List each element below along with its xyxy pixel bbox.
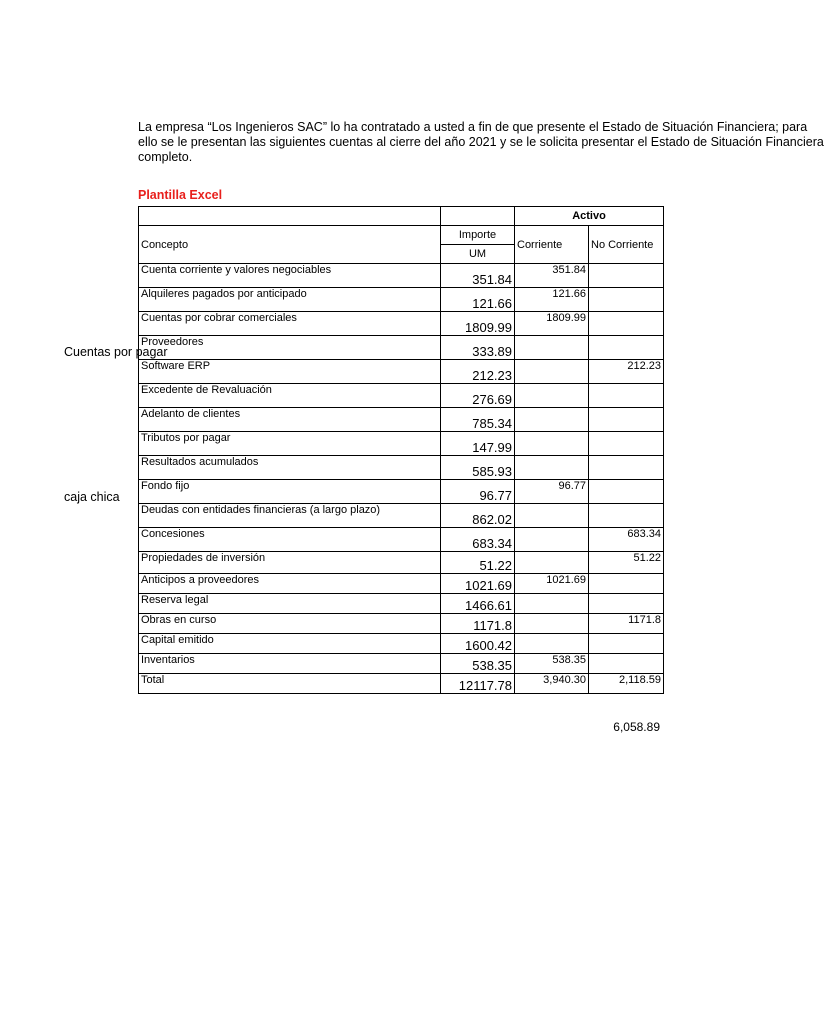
table-row [139, 312, 664, 336]
total-label: Total [139, 674, 441, 694]
row-no-corriente [589, 288, 664, 312]
table-row [139, 504, 664, 528]
row-concepto: Capital emitido [139, 634, 441, 654]
header-empty-cell [441, 207, 515, 226]
table-row [139, 574, 664, 594]
row-importe: 1021.69 [441, 574, 515, 594]
row-corriente [515, 634, 589, 654]
row-corriente [515, 336, 589, 360]
row-concepto: Fondo fijo [139, 480, 441, 504]
row-corriente: 1809.99 [515, 312, 589, 336]
row-importe: 121.66 [441, 288, 515, 312]
row-no-corriente [589, 312, 664, 336]
row-concepto: Obras en curso [139, 614, 441, 634]
row-importe: 276.69 [441, 384, 515, 408]
row-concepto: Tributos por pagar [139, 432, 441, 456]
row-no-corriente [589, 336, 664, 360]
intro-paragraph [138, 120, 824, 165]
row-concepto: Deudas con entidades financieras (a largo plazo) [139, 504, 441, 528]
row-corriente [515, 594, 589, 614]
row-corriente: 1021.69 [515, 574, 589, 594]
row-corriente: 351.84 [515, 264, 589, 288]
row-concepto: Proveedores [139, 336, 441, 360]
row-importe: 785.34 [441, 408, 515, 432]
table-row [139, 552, 664, 574]
row-importe: 96.77 [441, 480, 515, 504]
row-importe: 1466.61 [441, 594, 515, 614]
header-empty-cell [139, 207, 441, 226]
table-row [139, 654, 664, 674]
row-concepto: Alquileres pagados por anticipado [139, 288, 441, 312]
row-no-corriente [589, 264, 664, 288]
row-no-corriente [589, 384, 664, 408]
total-importe: 12117.78 [441, 674, 515, 694]
row-importe: 147.99 [441, 432, 515, 456]
row-corriente [515, 408, 589, 432]
header-um: UM [441, 245, 515, 264]
header-concepto: Concepto [139, 226, 441, 264]
row-no-corriente [589, 504, 664, 528]
table-row [139, 480, 664, 504]
row-importe: 351.84 [441, 264, 515, 288]
intro-line-2: ello se le presentan las siguientes cuentas al cierre del año 2021 y se le solicita presentar el Estado de Situación Financiera [138, 135, 824, 149]
row-importe: 538.35 [441, 654, 515, 674]
header-importe: Importe [441, 226, 515, 245]
row-no-corriente: 51.22 [589, 552, 664, 574]
total-corriente: 3,940.30 [515, 674, 589, 694]
row-concepto: Inventarios [139, 654, 441, 674]
table-row [139, 264, 664, 288]
row-no-corriente [589, 408, 664, 432]
row-importe: 683.34 [441, 528, 515, 552]
table-row [139, 614, 664, 634]
row-corriente: 538.35 [515, 654, 589, 674]
table-row [139, 456, 664, 480]
row-concepto: Reserva legal [139, 594, 441, 614]
row-importe: 1809.99 [441, 312, 515, 336]
intro-line-3: completo. [138, 150, 193, 164]
row-no-corriente: 1171.8 [589, 614, 664, 634]
row-importe: 585.93 [441, 456, 515, 480]
row-corriente [515, 384, 589, 408]
side-label-caja-chica: caja chica [64, 490, 120, 504]
table-row [139, 528, 664, 552]
header-no-corriente: No Corriente [589, 226, 664, 264]
total-no-corriente: 2,118.59 [589, 674, 664, 694]
row-importe: 51.22 [441, 552, 515, 574]
row-importe: 1600.42 [441, 634, 515, 654]
header-row-top [139, 207, 664, 226]
table-row [139, 360, 664, 384]
balance-table [138, 206, 664, 694]
row-corriente [515, 504, 589, 528]
row-corriente [515, 360, 589, 384]
row-no-corriente: 212.23 [589, 360, 664, 384]
header-corriente: Corriente [515, 226, 589, 264]
grand-total: 6,058.89 [613, 720, 660, 734]
intro-line-1: La empresa “Los Ingenieros SAC” lo ha contratado a usted a fin de que presente el Estado de Situación Financiera; para [138, 120, 808, 134]
table-row [139, 384, 664, 408]
row-no-corriente: 683.34 [589, 528, 664, 552]
row-corriente: 96.77 [515, 480, 589, 504]
row-concepto: Excedente de Revaluación [139, 384, 441, 408]
row-importe: 333.89 [441, 336, 515, 360]
table-row [139, 634, 664, 654]
table-row [139, 594, 664, 614]
sheet-title: Plantilla Excel [138, 188, 223, 202]
row-corriente [515, 528, 589, 552]
row-corriente [515, 552, 589, 574]
row-concepto: Concesiones [139, 528, 441, 552]
row-concepto: Resultados acumulados [139, 456, 441, 480]
row-no-corriente [589, 480, 664, 504]
row-corriente [515, 614, 589, 634]
row-concepto: Adelanto de clientes [139, 408, 441, 432]
row-concepto: Anticipos a proveedores [139, 574, 441, 594]
header-activo: Activo [515, 207, 664, 226]
row-corriente [515, 432, 589, 456]
row-no-corriente [589, 594, 664, 614]
row-importe: 862.02 [441, 504, 515, 528]
row-importe: 212.23 [441, 360, 515, 384]
table-row [139, 336, 664, 360]
row-concepto: Propiedades de inversión [139, 552, 441, 574]
side-label-cuentas-por-pagar: Cuentas por pagar [64, 345, 168, 359]
row-corriente: 121.66 [515, 288, 589, 312]
row-concepto: Cuenta corriente y valores negociables [139, 264, 441, 288]
row-no-corriente [589, 456, 664, 480]
table-row [139, 288, 664, 312]
row-no-corriente [589, 432, 664, 456]
row-no-corriente [589, 634, 664, 654]
table-row [139, 408, 664, 432]
row-importe: 1171.8 [441, 614, 515, 634]
total-row [139, 674, 664, 694]
row-no-corriente [589, 574, 664, 594]
row-corriente [515, 456, 589, 480]
row-no-corriente [589, 654, 664, 674]
header-row-mid [139, 226, 664, 245]
table-row [139, 432, 664, 456]
row-concepto: Software ERP [139, 360, 441, 384]
row-concepto: Cuentas por cobrar comerciales [139, 312, 441, 336]
